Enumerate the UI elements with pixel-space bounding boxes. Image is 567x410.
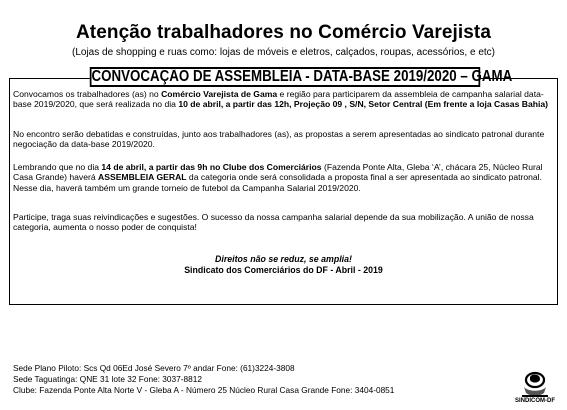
footer-address-clube: Clube: Fazenda Ponte Alta Norte V - Gleba A - Número 25 Núcleo Rural Casa Grande Fone: 3404-0851	[13, 385, 395, 395]
signature-line: Sindicato dos Comerciários do DF - Abril - 2019	[184, 265, 383, 275]
slogan: Direitos não se reduz, se amplia!	[215, 254, 352, 264]
paragraph-text: e região para participarem da assembleia de campanha salarial data-base 2019/2020, que será realizada no dia	[13, 89, 544, 110]
convocation-banner: CONVOCAÇÃO DE ASSEMBLEIA - DATA-BASE 2019/2020 – GAMA	[91, 68, 513, 85]
paragraph-text: da categoria onde será consolidada a proposta final a ser apresentada ao sindicato patronal. Nesse dia, haverá também um grande torneio de futebol da Campanha Salarial 2019/2020.	[13, 172, 542, 193]
footer-address-plano-piloto: Sede Plano Piloto: Scs Qd 06Ed José Severo 7º andar Fone: (61)3224-3808	[13, 363, 295, 373]
highlight-text: ASSEMBLEIA GERAL	[98, 172, 187, 183]
paragraph-general-assembly	[13, 162, 553, 193]
logo-label: SINDICOM-DF	[515, 398, 555, 404]
paragraph-convocation	[13, 89, 553, 110]
page-subtitle: (Lojas de shopping e ruas como: lojas de móveis e eletros, calçados, roupas, acessórios, e etc)	[72, 47, 495, 58]
highlight-text: Comércio Varejista de Gama	[161, 89, 278, 99]
footer-address-taguatinga: Sede Taguatinga: QNE 31 lote 32 Fone: 3037-8812	[13, 374, 202, 384]
page-title: Atenção trabalhadores no Comércio Varejista	[75, 22, 492, 43]
highlight-text: 10 de abril, a partir das 12h, Projeção 09 , S/N, Setor Central (Em frente a loja Casas Bahia)	[178, 99, 548, 110]
paragraph-participate: Participe, traga suas reivindicações e sugestões. O sucesso da nossa campanha salarial depende da sua mobilização. A união de nossa categoria, aumenta o nosso poder de conquista!	[13, 212, 534, 233]
paragraph-text: Convocamos os trabalhadores (as) no	[13, 89, 162, 99]
highlight-text: 14 de abril, a partir das 9h no Clube dos Comerciários	[101, 162, 322, 172]
paragraph-text: Lembrando que no dia	[13, 162, 102, 172]
paragraph-text: (Fazenda Ponte Alta, Gleba ‘A’, chácara 25, Núcleo Rural Casa Grande) haverá	[13, 162, 543, 183]
paragraph-meeting: No encontro serão debatidas e construídas, junto aos trabalhadores (as), as propostas a serem apresentadas ao sindicato patronal durante negociação da data-base 2019/2020.	[13, 129, 545, 150]
